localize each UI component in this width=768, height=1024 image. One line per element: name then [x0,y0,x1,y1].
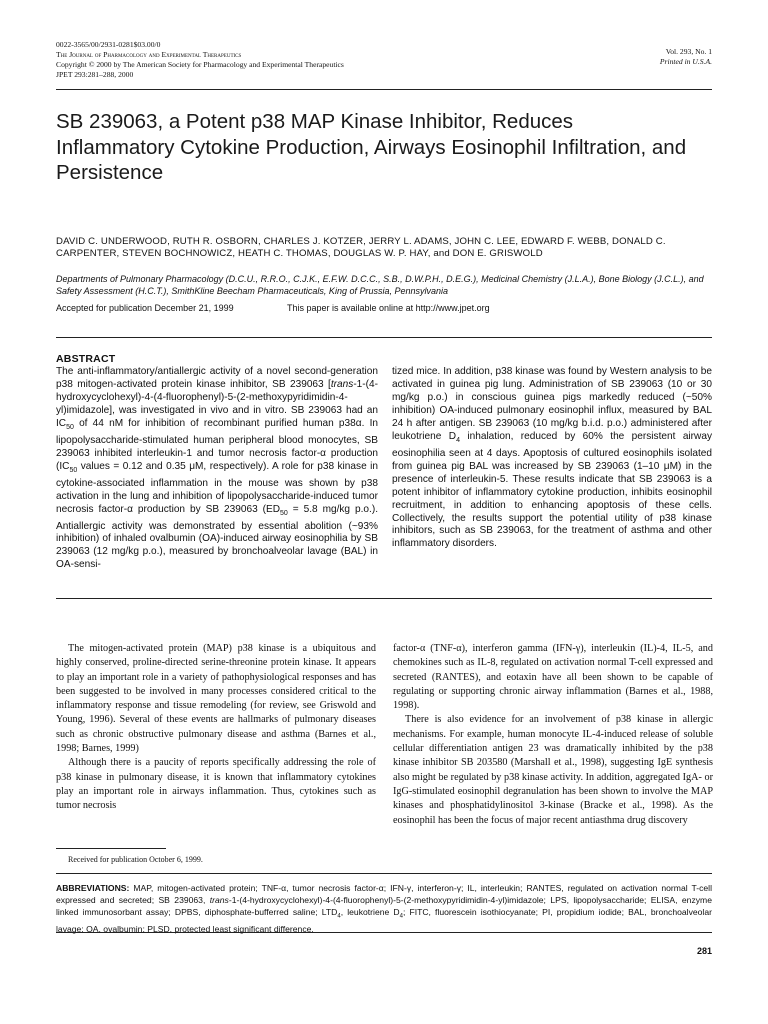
journal-name: The Journal of Pharmacology and Experimental Therapeutics [56,50,242,59]
printed-in: Printed in U.S.A. [659,57,712,66]
journal-header [56,40,344,80]
body-left-column [56,642,376,814]
footer-rule [56,932,712,933]
citation-line: JPET 293:281–288, 2000 [56,70,134,79]
footnote-rule [56,848,166,849]
online-availability: This paper is available online at http://www.jpet.org [287,303,490,313]
body-paragraph: Although there is a paucity of reports specifically addressing the role of p38 kinase in pulmonary disease, it is known that inflammatory cytokines play an important role in airways inflammation. Thus, cytokines such as tumor necrosis [56,757,376,812]
abstract-top-rule [56,337,712,338]
volume-info [660,47,712,67]
body-paragraph: There is also evidence for an involvement of p38 kinase in allergic mechanisms. For example, human monocyte IL-4-induced release of soluble cellular differentiation antigen 23 was dramatically inhibited by the p38 kinase inhibitor SB 203580 (Marshall et al., 1998), suggesting IgE synthesis also might be regulated by p38 kinase activity. In addition, aggregated IgA- or IgG-stimulated eosinophil degranulation has been shown to involve the MAP kinases and phosphatidylinositol 3-kinase (Bracke et al., 1998). As the eosinophil has been the focus of major recent antiasthma drug discovery [393,714,713,826]
accepted-date: Accepted for publication December 21, 1999 [56,303,234,313]
body-paragraph: The mitogen-activated protein (MAP) p38 kinase is a ubiquitous and highly conserved, proline-directed serine-threonine protein kinase. It appears to play an important role in a variety of pathophysiological responses and has been suggested to be involved in many processes considered critical to the inflammatory response and tissue remodeling (for review, see Griswold and Young, 1996). Several of these events are hallmarks of pulmonary diseases such as chronic obstructive pulmonary disease and asthma (Barnes et al., 1998; Barnes, 1999) [56,643,376,755]
abbreviations-rule [56,873,712,874]
abstract-heading: ABSTRACT [56,353,116,365]
article-title: SB 239063, a Potent p38 MAP Kinase Inhibitor, Reduces Inflammatory Cytokine Production, Airways Eosinophil Infiltration, and Persistence [56,110,687,184]
author-list: DAVID C. UNDERWOOD, RUTH R. OSBORN, CHARLES J. KOTZER, JERRY L. ADAMS, JOHN C. LEE, EDWARD F. WEBB, DONALD C. CARPENTER, STEVEN BOCHNOWICZ, HEATH C. THOMAS, DOUGLAS W. P. HAY, and DON E. GRISWOLD [56,236,666,259]
abstract-right-column: tized mice. In addition, p38 kinase was found by Western analysis to be activated in guinea pig lung. Administration of SB 239063 (10 or 30 mg/kg p.o.) in conscious guinea pigs markedly reduced (~50% inhibition) OA-induced pulmonary eosinophil influx, measured by BAL 24 h after antigen. SB 239063 (10 mg/kg b.i.d. p.o.) administered after leukotriene $D_4$ inhalation, reduced by 60% the persistent airway eosinophilia seen at 4 days. Apoptosis of cultured eosinophils isolated from guinea pig BAL was increased by SB 239063 (1–10 μM) in the presence of interleukin-5. These results indicate that SB 239063 is a potent inhibitor of inflammatory cytokine production, inhibits eosinophil recruitment, in addition to enhancing apoptosis of these cells. Collectively, the results support the potential utility of p38 kinase inhibitors, such as SB 239063, for the treatment of asthma and other inflammatory disorders. [392,366,712,550]
abstract-bottom-rule [56,598,712,599]
volume-number: Vol. 293, No. 1 [665,47,712,56]
body-paragraph: factor-α (TNF-α), interferon gamma (IFN-γ), interleukin (IL)-4, IL-5, and chemokines such as IL-8, regulated on activation normal T-cell expressed and secreted (RANTES), and eotaxin have all been shown to be capable of regulating or supporting chronic airway inflammation (Barnes et al., 1988, 1998). [393,643,713,712]
body-right-column [393,642,713,828]
abbreviations-block: ABBREVIATIONS: MAP, mitogen-activated protein; TNF-α, tumor necrosis factor-α; IFN-γ, interferon-γ; IL, interleukin; RANTES, regulated on activation normal T-cell expressed and secreted; SB 239063, trans-1-(4-hydroxycyclohexyl)-4-(4-fluorophenyl)-5-(2-methoxypyridimidin-4-yl)imidazole; LPS, lipopolysaccharide; ELISA, enzyme linked immunosorbant assay; DPBS, diphosphate-bufferred saline; $LTD_4$, leukotriene $D_4$; FITC, fluorescein isothiocyanate; PI, propidium iodide; BAL, bronchoalveolar lavage; OA, ovalbumin; PLSD, protected least significant difference. [56,883,712,934]
article-code: 0022-3565/00/2931-0281$03.00/0 [56,40,161,49]
received-footnote: Received for publication October 6, 1999. [68,855,203,864]
affiliations: Departments of Pulmonary Pharmacology (D.C.U., R.R.O., C.J.K., E.F.W. D.C.C., S.B., D.W.P.H., D.E.G.), Medicinal Chemistry (J.L.A.), Bone Biology (J.C.L.), and Safety Assessment (H.C.T.), SmithKline Beecham Pharmaceuticals, King of Prussia, Pennsylvania [56,274,704,296]
abstract-left-column: The anti-inflammatory/antiallergic activity of a novel second-generation p38 mitogen-activated protein kinase inhibitor, SB 239063 [trans-1-(4-hydroxycyclohexyl)-4-(4-fluorophenyl)-5-(2-methoxypyridimidin-4-yl)imidazole], was investigated in vivo and in vitro. SB 239063 had an $IC_{50}$ of 44 nM for inhibition of recombinant purified human p38α. In lipopolysaccharide-stimulated human peripheral blood monocytes, SB 239063 inhibited interleukin-1 and tumor necrosis factor-α production ($IC_{50}$ values = 0.12 and 0.35 μM, respectively). A role for p38 kinase in cytokine-associated inflammation in the mouse was shown by p38 activation in the lung and inhibition of lipopolysaccharide-induced tumor necrosis factor-α production by SB 239063 ($ED_{50} = 5.8$ mg/kg p.o.). Antiallergic activity was demonstrated by essential abolition (~93% inhibition) of inhaled ovalbumin (OA)-induced airway eosinophilia by SB 239063 (12 mg/kg p.o.), measured by bronchoalveolar lavage (BAL) in OA-sensi- [56,366,378,571]
copyright-line: Copyright © 2000 by The American Society for Pharmacology and Experimental Therapeutics [56,60,344,69]
page-number: 281 [696,946,712,956]
header-rule [56,89,712,90]
